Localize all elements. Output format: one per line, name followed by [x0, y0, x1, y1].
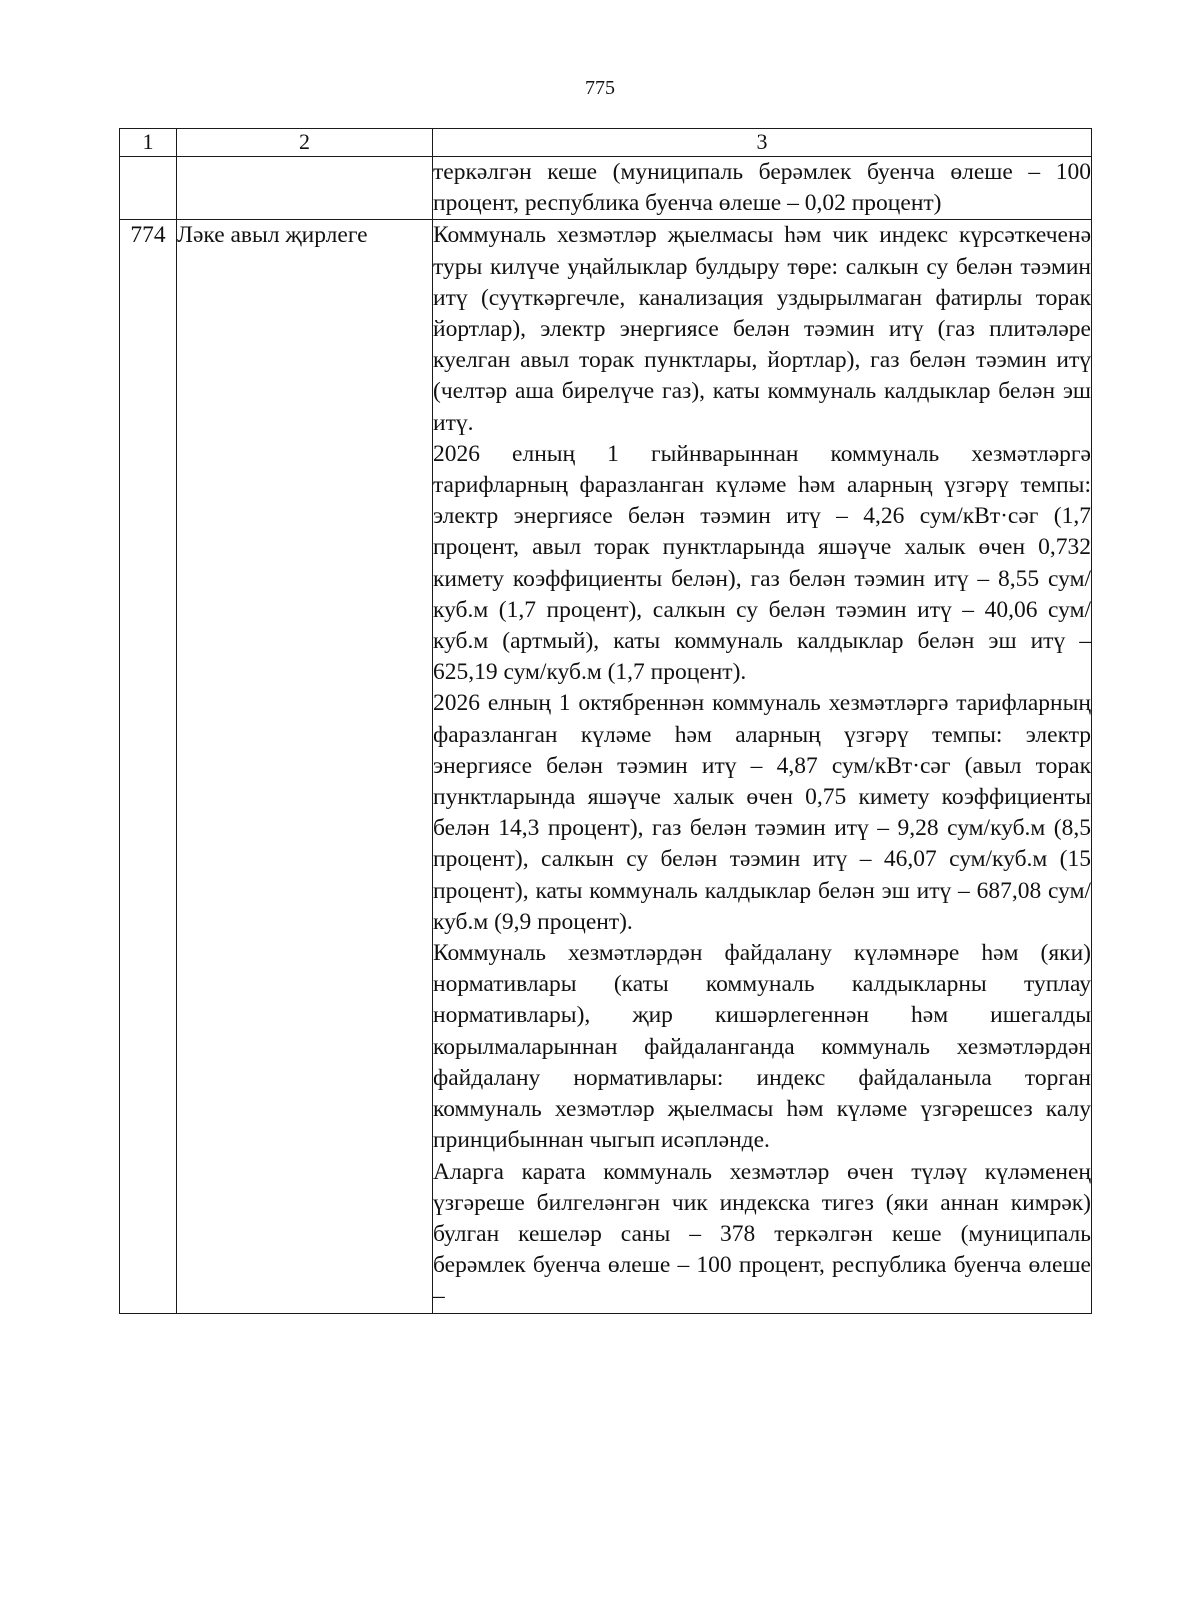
municipal-services-table: [119, 128, 1092, 1314]
row-text-cell: [433, 157, 1092, 220]
paragraph-services-set: Коммуналь хезмәтләр җыелмасы һәм чик индекс күрсәткеченә туры килүче уңайлыклар булдыру төре: салкын су белән тәэмин итү (суүткәргечле, канализация уздырылмаган фатирлы торак йортлар), электр энергиясе белән тәэмин итү (газ плитәләре куелган авыл торак пунктлары, йортлар), газ белән тәэмин итү (челтәр аша бирелүче газ), каты коммуналь калдыклар белән эш итү.: [433, 222, 1091, 436]
row-text-cell: [433, 220, 1092, 1313]
column-header-description: 3: [433, 129, 1092, 157]
column-header-number: 1: [120, 129, 177, 157]
paragraph-people-count: Аларга карата коммуналь хезмәтләр өчен түләү күләменең үзгәреше билгеләнгән чик индекска тигез (яки аннан кимрәк) булган кешеләр саны – 378 теркәлгән кеше (муниципаль берәмлек буенча өлеше – 100 процент, республика буенча өлеше –: [433, 1158, 1091, 1310]
row-number-cell: [120, 157, 177, 220]
continuation-paragraph: теркәлгән кеше (муниципаль берәмлек буенча өлеше – 100 процент, республика буенча өлеше – 0,02 процент): [433, 159, 1091, 217]
paragraph-consumption-norms: Коммуналь хезмәтләрдән файдалану күләмнәре һәм (яки) нормативлары (каты коммуналь калдыкларны туплау нормативлары), җир кишәрлегеннән һәм ишегалды корылмаларыннан файдаланганда коммуналь хезмәтләрдән файдалану нормативлары: индекс файдаланыла торган коммуналь хезмәтләр җыелмасы һәм күләме үзгәрешсез калу принцибыннан чыгып исәпләнде.: [433, 940, 1091, 1154]
column-header-name: 2: [177, 129, 433, 157]
row-name-cell: [177, 157, 433, 220]
table-row-continuation: [120, 157, 1092, 220]
page-number: 775: [585, 77, 615, 99]
table-header-row: [120, 129, 1092, 157]
paragraph-tariffs-january: 2026 елның 1 гыйнварыннан коммуналь хезмәтләргә тарифларның фаразланган күләме һәм аларның үзгәрү темпы: электр энергиясе белән тәэмин итү – 4,26 сум/кВт·сәг (1,7 процент, авыл торак пунктларында яшәүче халык өчен 0,732 кимету коэффициенты белән), газ белән тәэмин итү – 8,55 сум/куб.м (1,7 процент), салкын су белән тәэмин итү – 40,06 сум/куб.м (артмый), каты коммуналь калдыклар белән эш итү – 625,19 сум/куб.м (1,7 процент).: [433, 440, 1091, 686]
table-row-774: [120, 220, 1092, 1313]
row-number-cell: 774: [120, 220, 177, 1313]
paragraph-tariffs-october: 2026 елның 1 октябреннән коммуналь хезмәтләргә тарифларның фаразланган күләме һәм аларның үзгәрү темпы: электр энергиясе белән тәэмин итү – 4,87 сум/кВт·сәг (авыл торак пунктларында яшәүче халык өчен 0,75 кимету коэффициенты белән 14,3 процент), газ белән тәэмин итү – 9,28 сум/куб.м (8,5 процент), салкын су белән тәэмин итү – 46,07 сум/куб.м (15 процент), каты коммуналь калдыклар белән эш итү – 687,08 сум/куб.м (9,9 процент).: [433, 690, 1091, 935]
settlement-name-cell: Ләке авыл җирлеге: [177, 220, 433, 1313]
